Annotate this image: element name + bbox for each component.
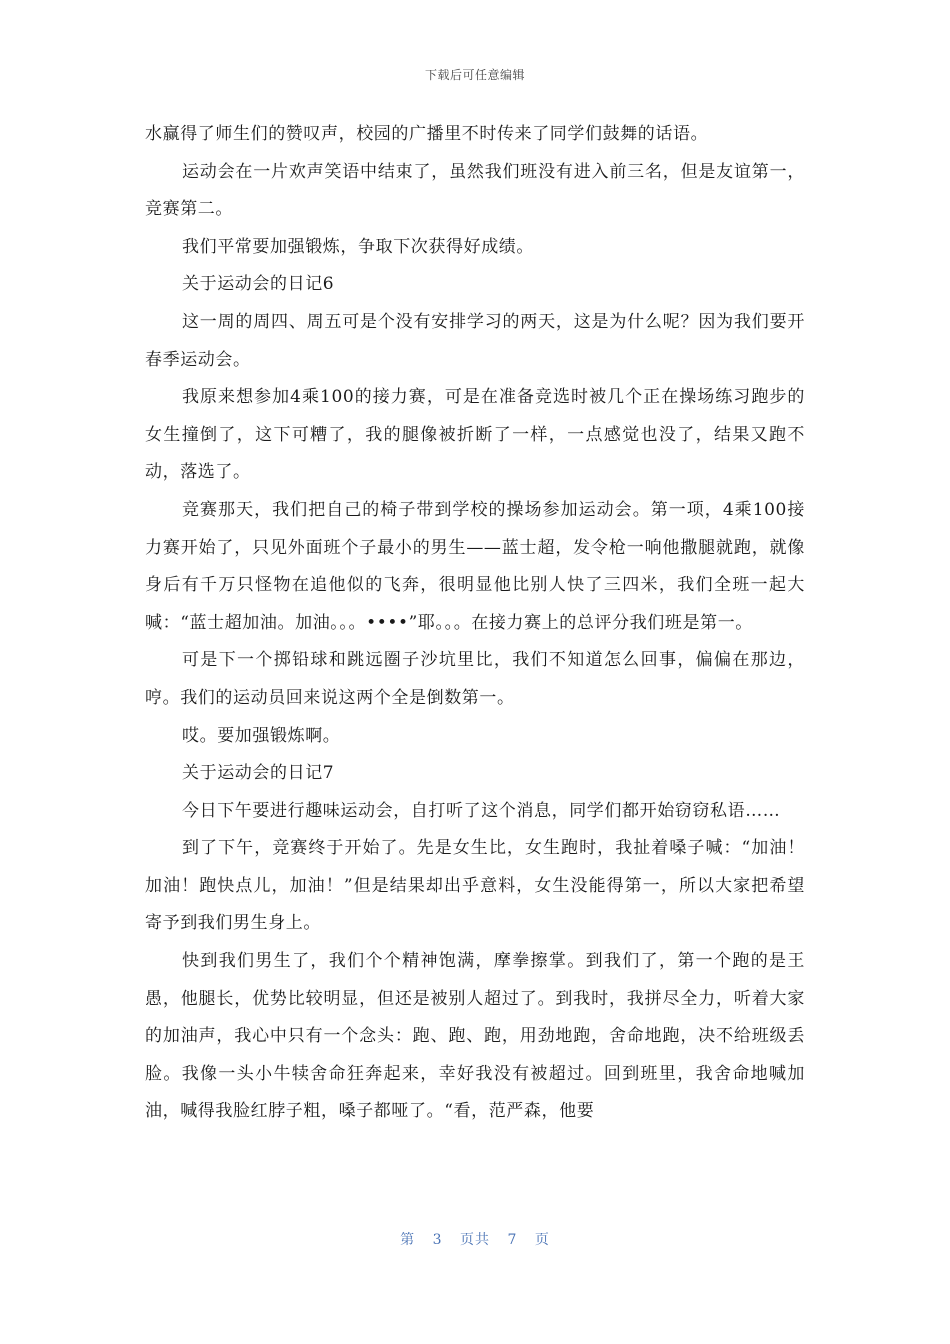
footer-suffix: 页 [534,1232,550,1248]
paragraph: 运动会在一片欢声笑语中结束了，虽然我们班没有进入前三名，但是友谊第一，竞赛第二。 [145,161,805,220]
paragraph: 我们平常要加强锻炼，争取下次获得好成绩。 [182,236,534,257]
footer-total-pages: 7 [507,1232,518,1248]
paragraph: 竞赛那天，我们把自己的椅子带到学校的操场参加运动会。第一项，4乘100接力赛开始了，只见外面班个子最小的男生——蓝士超，发令枪一响他撒腿就跑，就像身后有千万只怪物在追他似的飞奔，很明显他比别人快了三四米，我们全班一起大喊：“蓝士超加油。加油。。。••••”耶。。。在接力赛上的总评分我们班是第一。 [145,499,805,633]
paragraph: 这一周的周四、周五可是个没有安排学习的两天，这是为什么呢？因为我们要开春季运动会。 [145,311,805,370]
footer-middle: 页共 [460,1232,490,1248]
paragraph: 关于运动会的日记6 [182,274,335,295]
footer-prefix: 第 [400,1232,416,1248]
footer-current-page: 3 [432,1232,443,1248]
paragraph: 关于运动会的日记7 [182,763,335,784]
document-body [145,116,805,1131]
paragraph: 快到我们男生了，我们个个精神饱满，摩拳擦掌。到我们了，第一个跑的是王愚，他腿长，优势比较明显，但还是被别人超过了。到我时，我拼尽全力，听着大家的加油声，我心中只有一个念头：跑、跑、跑，用劲地跑，舍命地跑，决不给班级丢脸。我像一头小牛犊舍命狂奔起来，幸好我没有被超过。回到班里，我舍命地喊加油，喊得我脸红脖子粗，嗓子都哑了。“看，范严森，他要 [145,951,805,1122]
page-header: 下载后可任意编辑 [424,68,525,82]
paragraph: 哎。要加强锻炼啊。 [182,725,341,746]
paragraph: 到了下午，竞赛终于开始了。先是女生比，女生跑时，我扯着嗓子喊：“加油！加油！跑快点儿，加油！”但是结果却出乎意料，女生没能得第一，所以大家把希望寄予到我们男生身上。 [145,838,805,934]
paragraph: 可是下一个掷铅球和跳远圈子沙坑里比，我们不知道怎么回事，偏偏在那边，哼。我们的运动员回来说这两个全是倒数第一。 [145,650,805,708]
paragraph: 今日下午要进行趣味运动会，自打听了这个消息，同学们都开始窃窃私语…… [182,800,781,821]
page-footer [0,1229,950,1249]
paragraph: 我原来想参加4乘100的接力赛，可是在准备竞选时被几个正在操场练习跑步的女生撞倒了，这下可糟了，我的腿像被折断了一样，一点感觉也没了，结果又跑不动，落选了。 [145,387,805,483]
paragraph: 水赢得了师生们的赞叹声，校园的广播里不时传来了同学们鼓舞的话语。 [145,124,709,144]
